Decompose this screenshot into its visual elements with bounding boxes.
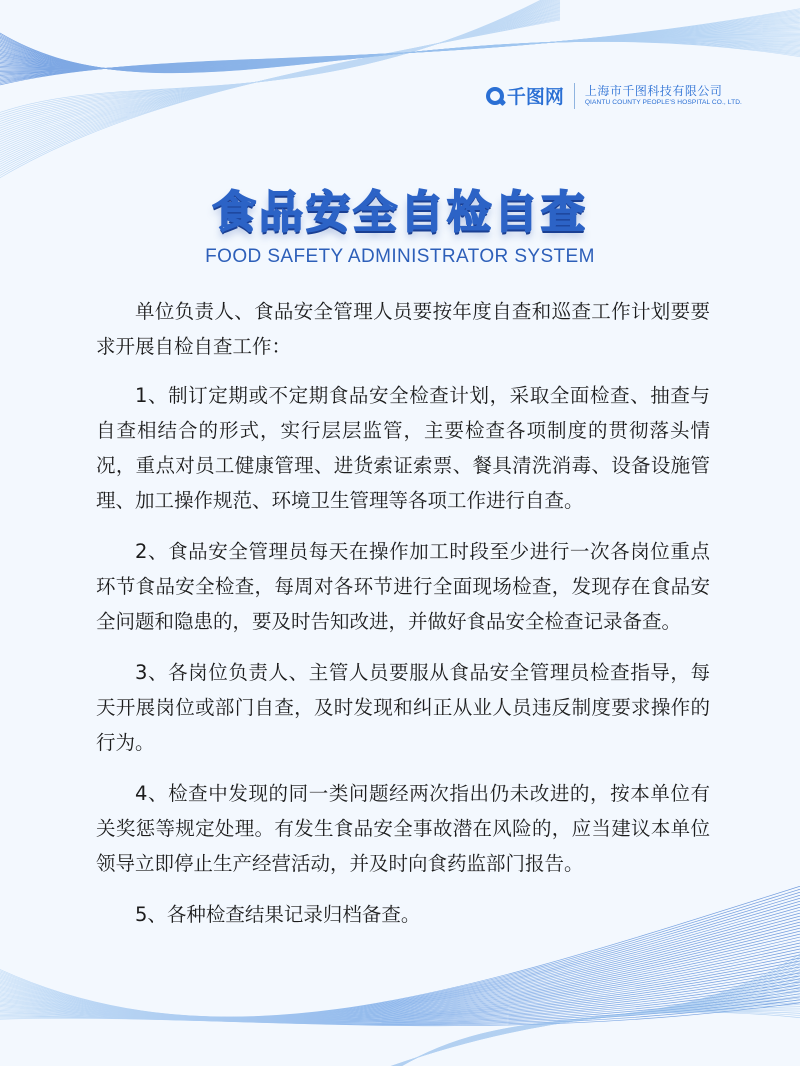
wave-line: [0, 9, 800, 84]
logo-text: 千图网: [506, 86, 564, 108]
title-block: [0, 188, 800, 268]
page-subtitle: FOOD SAFETY ADMINISTRATOR SYSTEM: [205, 246, 595, 267]
wave-line: [0, 29, 800, 69]
wave-line: [0, 18, 560, 185]
intro-paragraph: 单位负责人、食品安全管理人员要按年度自查和巡查工作计划要要求开展自检自查工作：: [96, 300, 710, 358]
wave-line: [0, 18, 800, 74]
wave-line: [380, 1006, 800, 1066]
brand-logo: [486, 82, 564, 109]
page-title: 食品安全自检自查: [212, 187, 588, 238]
header-brand: [486, 82, 742, 109]
rule-paragraph-1: 1、制订定期或不定期食品安全检查计划，采取全面检查、抽查与自查相结合的形式，实行层层监管，主要检查各项制度的贯彻落头情况，重点对员工健康管理、进货索证索票、餐具清洗消毒、设备设施管理、加工操作规范、环境卫生管理等各项工作进行自查。: [96, 384, 710, 512]
wave-line: [0, 5, 800, 90]
wave-line: [0, 14, 560, 176]
wave-line: [0, 12, 800, 81]
company-name-cn: 上海市千图科技有限公司: [584, 84, 723, 98]
rule-paragraph-5: 5、各种检查结果记录归档备查。: [135, 903, 421, 926]
wave-line: [0, 17, 560, 183]
company-name-en: QIANTU COUNTY PEOPLE'S HOSPITAL CO., LTD.: [584, 99, 742, 106]
rule-paragraph-4: 4、检查中发现的同一类问题经两次指出仍未改进的，按本单位有关奖惩等规定处理。有发生食品安全事故潜在风险的，应当建议本单位领导立即停止生产经营活动，并及时向食药监部门报告。: [96, 782, 710, 875]
wave-line: [0, 2, 560, 149]
company-name: [585, 84, 742, 107]
wave-line: [0, 0, 560, 144]
logo-q-icon: [486, 87, 504, 105]
rule-paragraph-3: 3、各岗位负责人、主管人员要服从食品安全管理员检查指导，每天开展岗位或部门自查，及时发现和纠正从业人员违反制度要求操作的行为。: [96, 661, 710, 754]
wave-line: [0, 19, 800, 72]
wave-line: [0, 15, 800, 78]
wave-line: [0, 11, 800, 83]
logo-divider: [574, 83, 575, 109]
document-body: [96, 294, 710, 948]
wave-line: [0, 13, 560, 173]
wave-line: [0, 8, 800, 87]
wave-line: [0, 6, 800, 88]
rule-paragraph-2: 2、食品安全管理员每天在操作加工时段至少进行一次各岗位重点环节食品安全检查，每周对各环节进行全面现场检查，发现存在食品安全问题和隐患的，要及时告知改进，并做好食品安全检查记录备查。: [96, 540, 710, 633]
